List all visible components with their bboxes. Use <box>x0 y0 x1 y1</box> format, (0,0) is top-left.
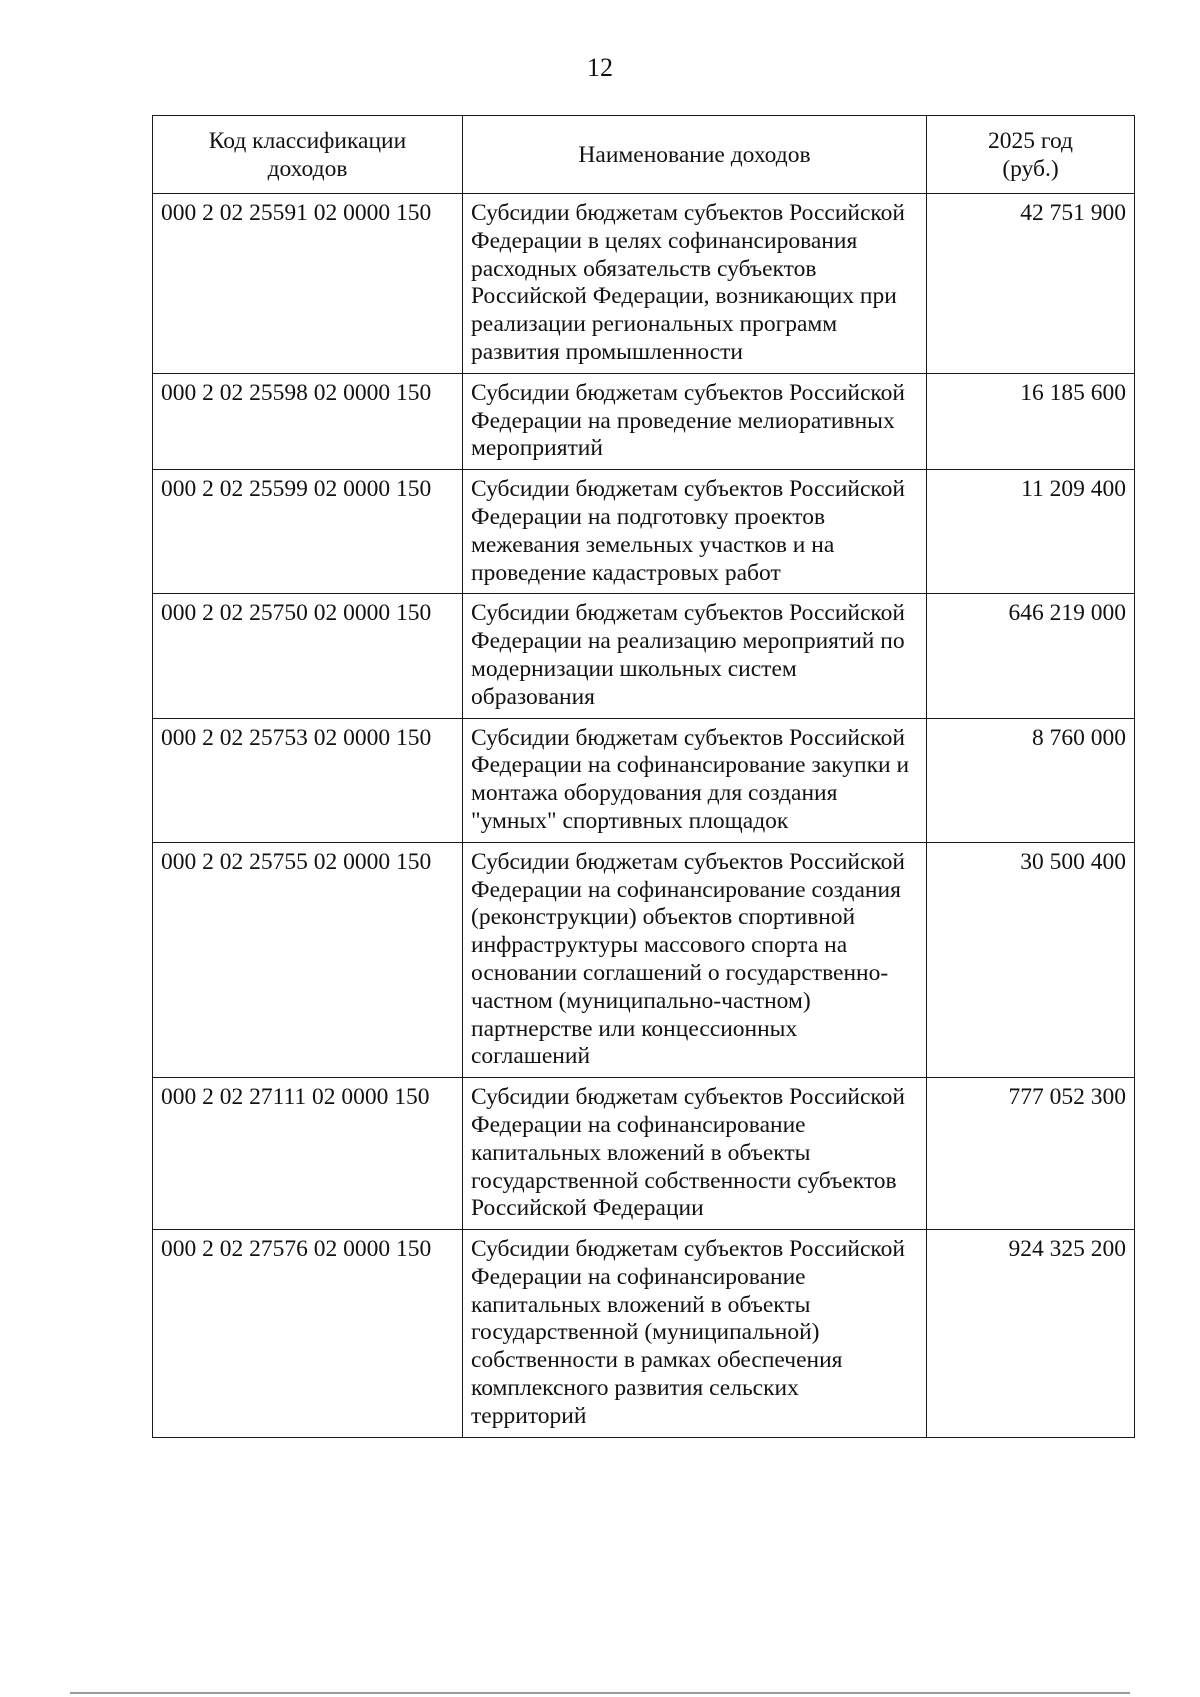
header-name: Наименование доходов <box>463 116 927 194</box>
revenue-name: Субсидии бюджетам субъектов Российской Федерации на софинансирование создания (реконструкции) объектов спортивной инфраструктуры массового спорта на основании соглашений о государственно-частном (муниципально-частном) партнерстве или концессионных соглашений <box>463 842 927 1077</box>
revenue-name: Субсидии бюджетам субъектов Российской Федерации в целях софинансирования расходных обязательств субъектов Российской Федерации, возникающих при реализации региональных программ развития промышленности <box>463 194 927 374</box>
revenue-code: 000 2 02 25598 02 0000 150 <box>153 373 463 469</box>
header-code <box>153 116 463 194</box>
table-row <box>153 1078 1135 1230</box>
header-code-line-2: доходов <box>267 155 348 182</box>
table-row <box>153 718 1135 842</box>
revenue-code: 000 2 02 25750 02 0000 150 <box>153 594 463 718</box>
table-row <box>153 594 1135 718</box>
header-amount <box>927 116 1135 194</box>
revenue-code: 000 2 02 25753 02 0000 150 <box>153 718 463 842</box>
revenue-table <box>152 115 1135 1438</box>
revenue-amount: 11 209 400 <box>927 470 1135 594</box>
table-row <box>153 373 1135 469</box>
revenue-amount: 924 325 200 <box>927 1230 1135 1438</box>
table-row <box>153 1230 1135 1438</box>
revenue-amount: 8 760 000 <box>927 718 1135 842</box>
revenue-code: 000 2 02 27576 02 0000 150 <box>153 1230 463 1438</box>
revenue-amount: 16 185 600 <box>927 373 1135 469</box>
revenue-name: Субсидии бюджетам субъектов Российской Федерации на проведение мелиоративных мероприятий <box>463 373 927 469</box>
revenue-name: Субсидии бюджетам субъектов Российской Федерации на подготовку проектов межевания земельных участков и на проведение кадастровых работ <box>463 470 927 594</box>
table-header <box>153 116 1135 194</box>
table-row <box>153 194 1135 374</box>
table-row <box>153 842 1135 1077</box>
revenue-name: Субсидии бюджетам субъектов Российской Федерации на реализацию мероприятий по модернизации школьных систем образования <box>463 594 927 718</box>
header-amount-line-2: (руб.) <box>1002 155 1059 182</box>
page-bottom-rule <box>70 1692 1130 1694</box>
revenue-amount: 777 052 300 <box>927 1078 1135 1230</box>
revenue-name: Субсидии бюджетам субъектов Российской Федерации на софинансирование капитальных вложений в объекты государственной (муниципальной) собственности в рамках обеспечения комплексного развития сельских территорий <box>463 1230 927 1438</box>
revenue-name: Субсидии бюджетам субъектов Российской Федерации на софинансирование закупки и монтажа оборудования для создания "умных" спортивных площадок <box>463 718 927 842</box>
page-number: 12 <box>587 53 613 82</box>
table-body <box>153 194 1135 1438</box>
table-row <box>153 470 1135 594</box>
revenue-name: Субсидии бюджетам субъектов Российской Федерации на софинансирование капитальных вложений в объекты государственной собственности субъектов Российской Федерации <box>463 1078 927 1230</box>
revenue-amount: 646 219 000 <box>927 594 1135 718</box>
header-code-line-1: Код классификации <box>208 127 407 154</box>
revenue-amount: 30 500 400 <box>927 842 1135 1077</box>
revenue-code: 000 2 02 25755 02 0000 150 <box>153 842 463 1077</box>
revenue-code: 000 2 02 27111 02 0000 150 <box>153 1078 463 1230</box>
revenue-amount: 42 751 900 <box>927 194 1135 374</box>
revenue-code: 000 2 02 25599 02 0000 150 <box>153 470 463 594</box>
header-row <box>153 116 1135 194</box>
revenue-code: 000 2 02 25591 02 0000 150 <box>153 194 463 374</box>
header-amount-line-1: 2025 год <box>988 127 1073 154</box>
